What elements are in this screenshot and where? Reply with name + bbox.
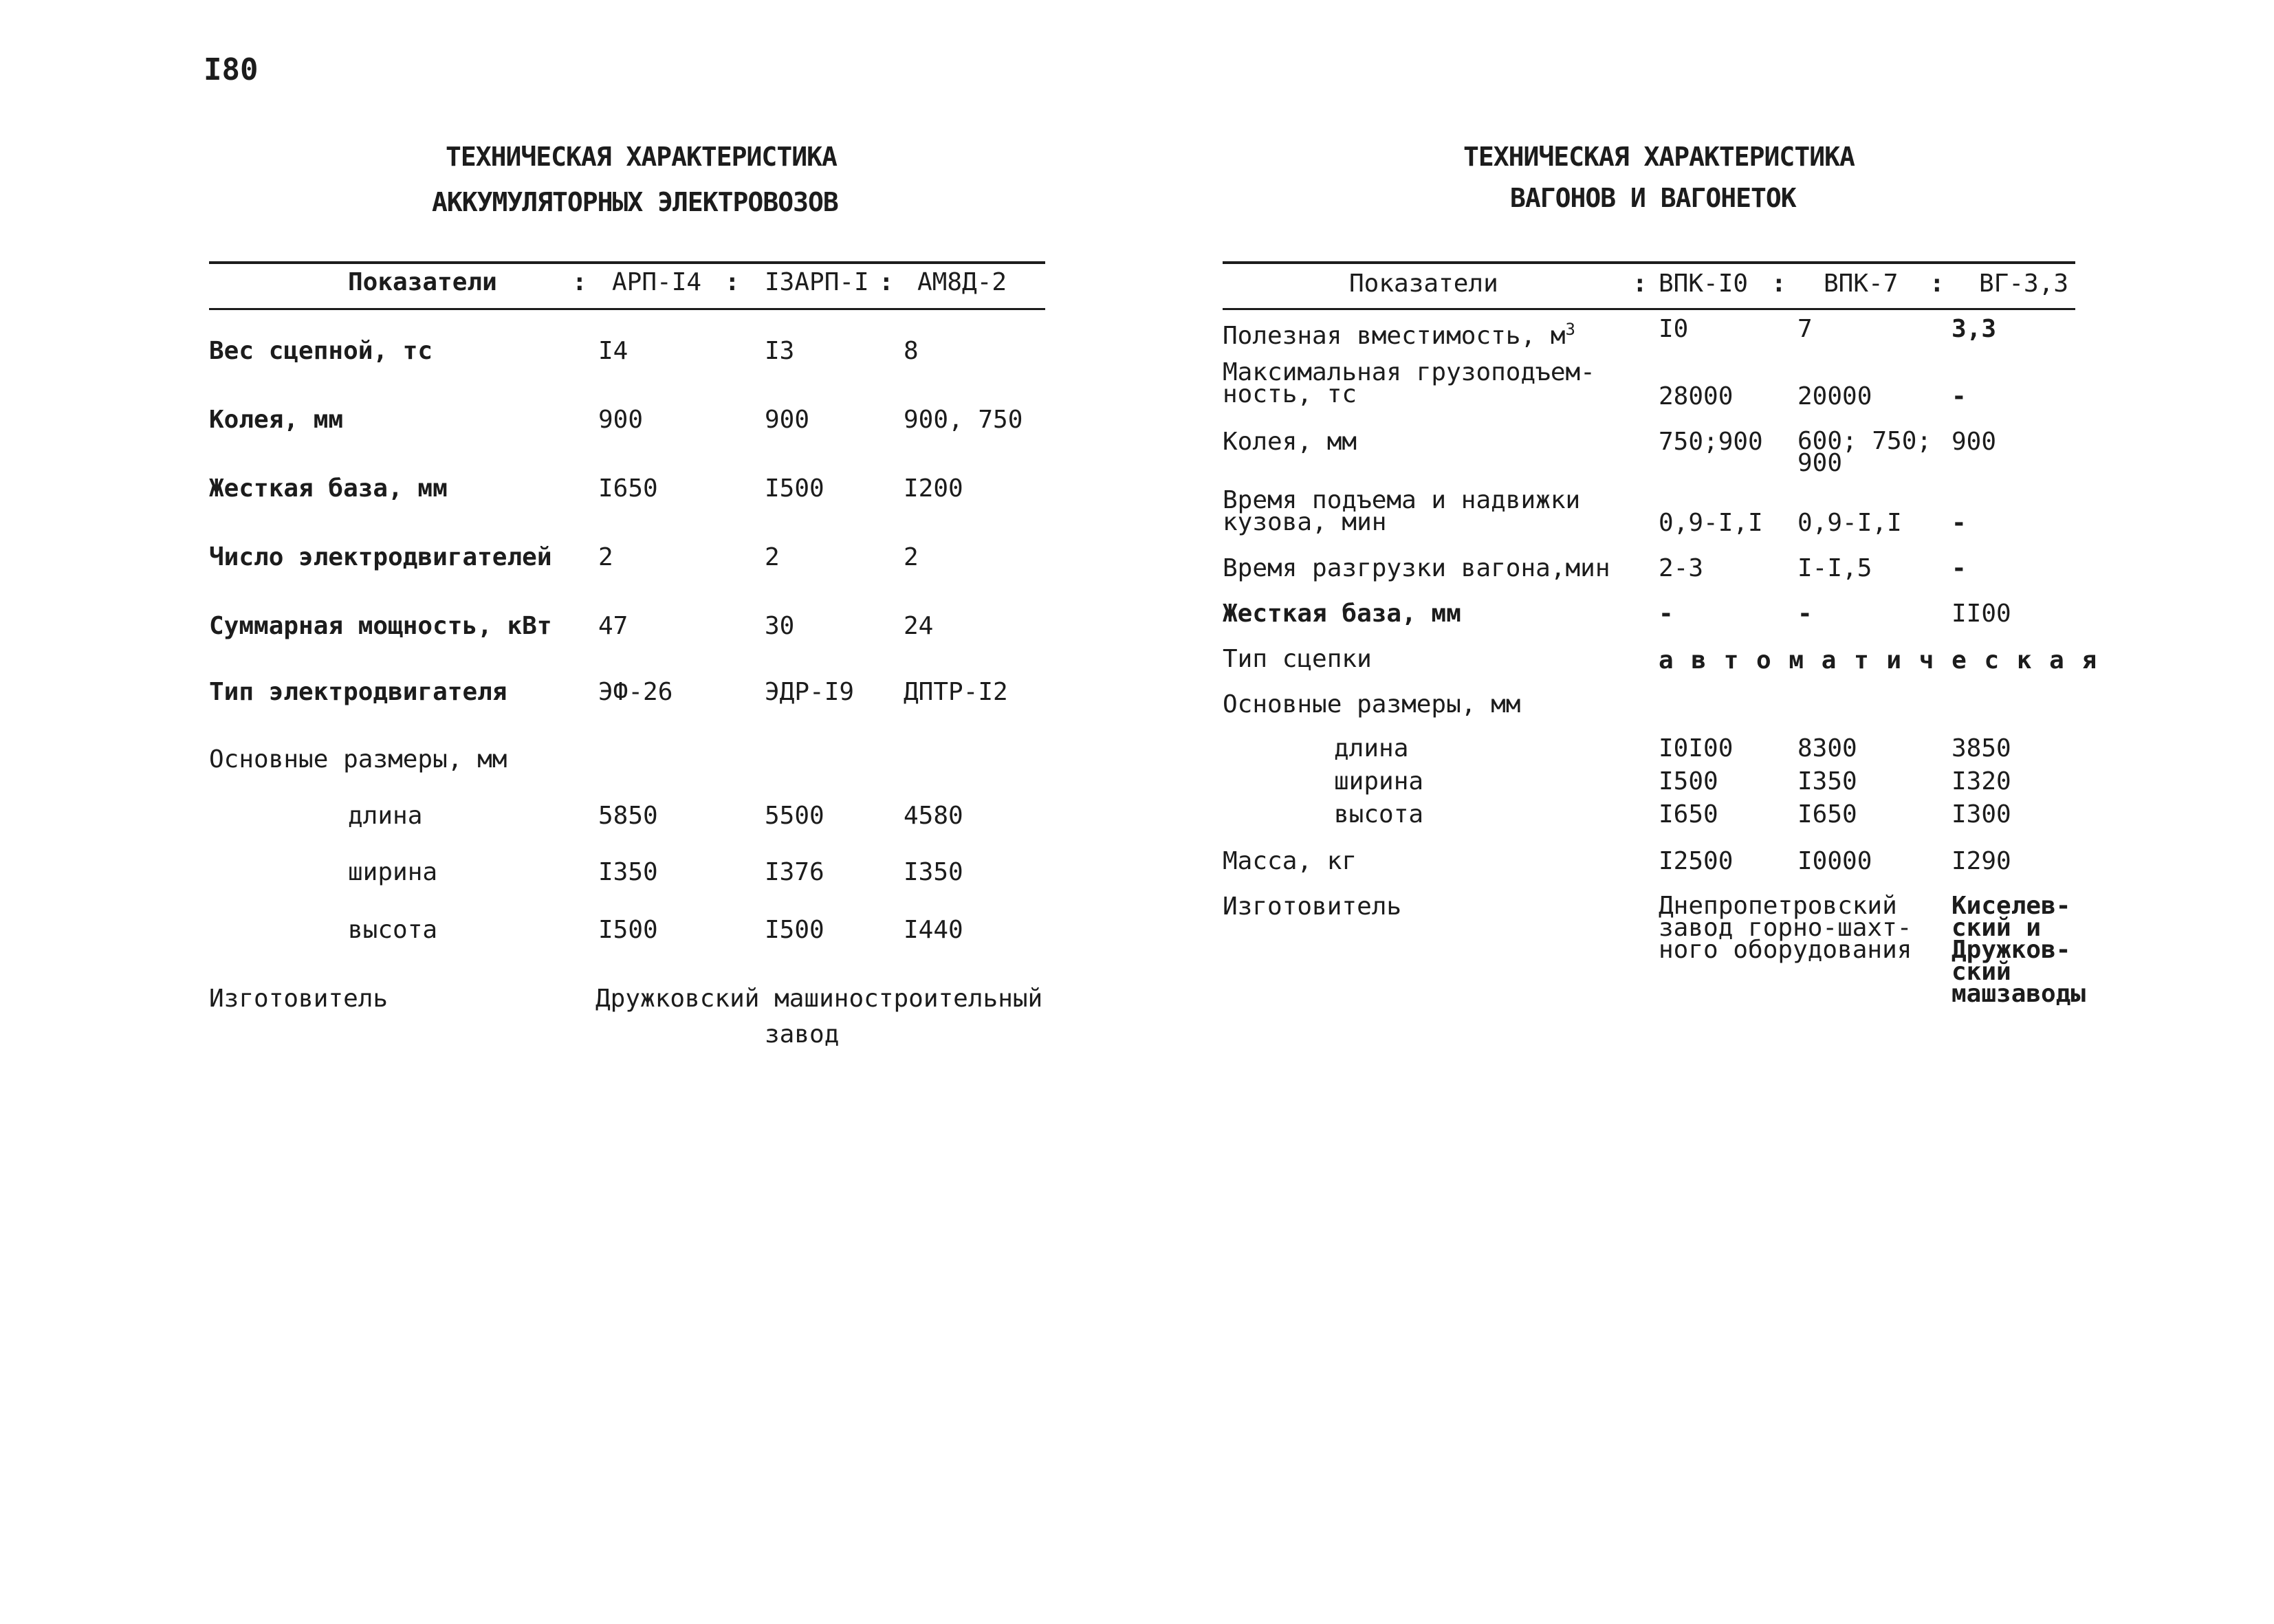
header-separator: :	[879, 268, 894, 296]
right-col-header-vpk10: ВПК-I0	[1659, 270, 1749, 298]
page-number: I80	[204, 52, 259, 87]
right-col-header-indicators: Показатели	[1349, 270, 1498, 298]
right-cell: -	[1797, 600, 1813, 628]
header-separator: :	[572, 268, 587, 296]
left-row-label: Суммарная мощность, кВт	[209, 612, 552, 640]
right-header-rule	[1223, 308, 2075, 310]
right-row-label: Жесткая база, мм	[1223, 600, 1461, 628]
left-cell: 900	[598, 406, 644, 434]
left-cell: I350	[598, 858, 658, 886]
right-cell: -	[1952, 554, 1967, 582]
right-row-label: Тип сцепки	[1223, 645, 1372, 673]
left-row-label: Основные размеры, мм	[209, 745, 507, 773]
left-cell: 47	[598, 612, 628, 640]
left-cell: I650	[598, 474, 658, 503]
right-cell: -	[1952, 509, 1967, 537]
header-separator: :	[1632, 270, 1648, 298]
header-separator: :	[1771, 270, 1786, 298]
left-row-label: ширина	[348, 858, 438, 886]
left-col-header-indicators: Показатели	[348, 268, 497, 296]
left-row-label: Число электродвигателей	[209, 543, 552, 571]
right-cell: 0,9-I,I	[1659, 509, 1763, 537]
left-maker-value: Дружковский машиностроительный	[595, 985, 1043, 1013]
left-row-label: Жесткая база, мм	[209, 474, 448, 503]
left-cell: 24	[904, 612, 934, 640]
left-cell: I500	[765, 474, 824, 503]
right-row-label: Полезная вместимость, $м^3$	[1223, 320, 1575, 350]
right-cell: 2-3	[1659, 554, 1704, 582]
header-separator: :	[725, 268, 740, 296]
left-cell: I350	[904, 858, 963, 886]
left-maker-value: завод	[765, 1020, 840, 1049]
right-row-label: Масса, кг	[1223, 847, 1357, 875]
right-row-label: Основные размеры, мм	[1223, 690, 1521, 718]
left-cell: 5500	[765, 802, 824, 830]
right-cell: 3850	[1952, 734, 2011, 762]
left-cell: I200	[904, 474, 963, 503]
right-maker-label: Изготовитель	[1223, 892, 1402, 921]
right-title-line1: ТЕХНИЧЕСКАЯ ХАРАКТЕРИСТИКА	[1463, 142, 1855, 172]
right-cell: I-I,5	[1797, 554, 1872, 582]
right-cell: I650	[1659, 800, 1718, 829]
left-cell: 4580	[904, 802, 963, 830]
right-col-header-vg33: ВГ-3,3	[1979, 270, 2069, 298]
left-title-line2: АККУМУЛЯТОРНЫХ ЭЛЕКТРОВОЗОВ	[432, 187, 838, 217]
right-cell: -	[1659, 600, 1674, 628]
right-cell: 0,9-I,I	[1797, 509, 1902, 537]
right-row-label: длина	[1334, 734, 1409, 762]
left-col-header-13arp1: I3АРП-I	[765, 268, 869, 296]
right-maker-value: Днепропетровский завод горно-шахт- ного оборудования	[1659, 892, 1912, 964]
left-cell: I4	[598, 337, 628, 365]
left-cell: I500	[598, 916, 658, 944]
left-cell: ДПТР-I2	[904, 678, 1008, 706]
right-cell: 750;900	[1659, 428, 1763, 456]
right-cell: 8300	[1797, 734, 1857, 762]
right-row-label: Время подъема и надвижки кузова, мин	[1223, 486, 1581, 536]
left-cell: 900, 750	[904, 406, 1023, 434]
left-cell: I3	[765, 337, 795, 365]
right-cell: I350	[1797, 767, 1857, 795]
right-cell: I290	[1952, 847, 2011, 875]
left-cell: I440	[904, 916, 963, 944]
left-row-label: высота	[348, 916, 438, 944]
left-row-label: Колея, мм	[209, 406, 344, 434]
right-col-header-vpk7: ВПК-7	[1824, 270, 1899, 298]
right-row-label: ширина	[1334, 767, 1424, 795]
left-title-line1: ТЕХНИЧЕСКАЯ ХАРАКТЕРИСТИКА	[446, 142, 837, 172]
left-header-rule	[209, 308, 1045, 310]
right-cell: I650	[1797, 800, 1857, 829]
right-row-label: Время разгрузки вагона,мин	[1223, 554, 1610, 582]
left-cell: I376	[765, 858, 824, 886]
right-cell: II00	[1952, 600, 2011, 628]
left-cell: ЭДР-I9	[765, 678, 855, 706]
left-cell: 2	[765, 543, 780, 571]
right-cell: 28000	[1659, 382, 1734, 410]
right-cell: 20000	[1797, 382, 1872, 410]
right-row-label: высота	[1334, 800, 1424, 829]
right-cell: 900	[1952, 428, 1997, 456]
right-cell: I2500	[1659, 847, 1734, 875]
right-cell: 3,3	[1952, 315, 1997, 343]
right-cell: I0000	[1797, 847, 1872, 875]
right-cell: I500	[1659, 767, 1718, 795]
left-row-label: Вес сцепной, тс	[209, 337, 433, 365]
right-row-label: Максимальная грузоподъем- ность, тс	[1223, 358, 1595, 408]
left-cell: 30	[765, 612, 795, 640]
left-cell: 2	[598, 543, 613, 571]
right-cell: I320	[1952, 767, 2011, 795]
left-maker-label: Изготовитель	[209, 985, 389, 1013]
right-maker-value: Киселев- ский и Дружков- ский машзаводы	[1952, 892, 2086, 1008]
left-cell: 2	[904, 543, 919, 571]
right-cell: 600; 750; 900	[1797, 427, 1932, 477]
left-row-label: Тип электродвигателя	[209, 678, 507, 706]
left-col-header-arp14: АРП-I4	[612, 268, 702, 296]
right-cell: -	[1952, 382, 1967, 410]
header-separator: :	[1929, 270, 1945, 298]
left-cell: 900	[765, 406, 810, 434]
left-cell: 8	[904, 337, 919, 365]
left-cell: I500	[765, 916, 824, 944]
right-cell: I300	[1952, 800, 2011, 829]
right-title-line2: ВАГОНОВ И ВАГОНЕТОК	[1510, 183, 1796, 213]
left-cell: 5850	[598, 802, 658, 830]
right-cell: I0I00	[1659, 734, 1734, 762]
right-cell-coupling: а в т о м а т и ч е с к а я	[1659, 646, 2099, 674]
left-row-label: длина	[348, 802, 423, 830]
left-top-rule	[209, 261, 1045, 264]
right-row-label: Колея, мм	[1223, 428, 1357, 456]
left-cell: ЭФ-26	[598, 678, 673, 706]
right-cell: 7	[1797, 315, 1813, 343]
right-top-rule	[1223, 261, 2075, 264]
right-cell: I0	[1659, 315, 1689, 343]
left-col-header-am8d2: АМ8Д-2	[917, 268, 1007, 296]
